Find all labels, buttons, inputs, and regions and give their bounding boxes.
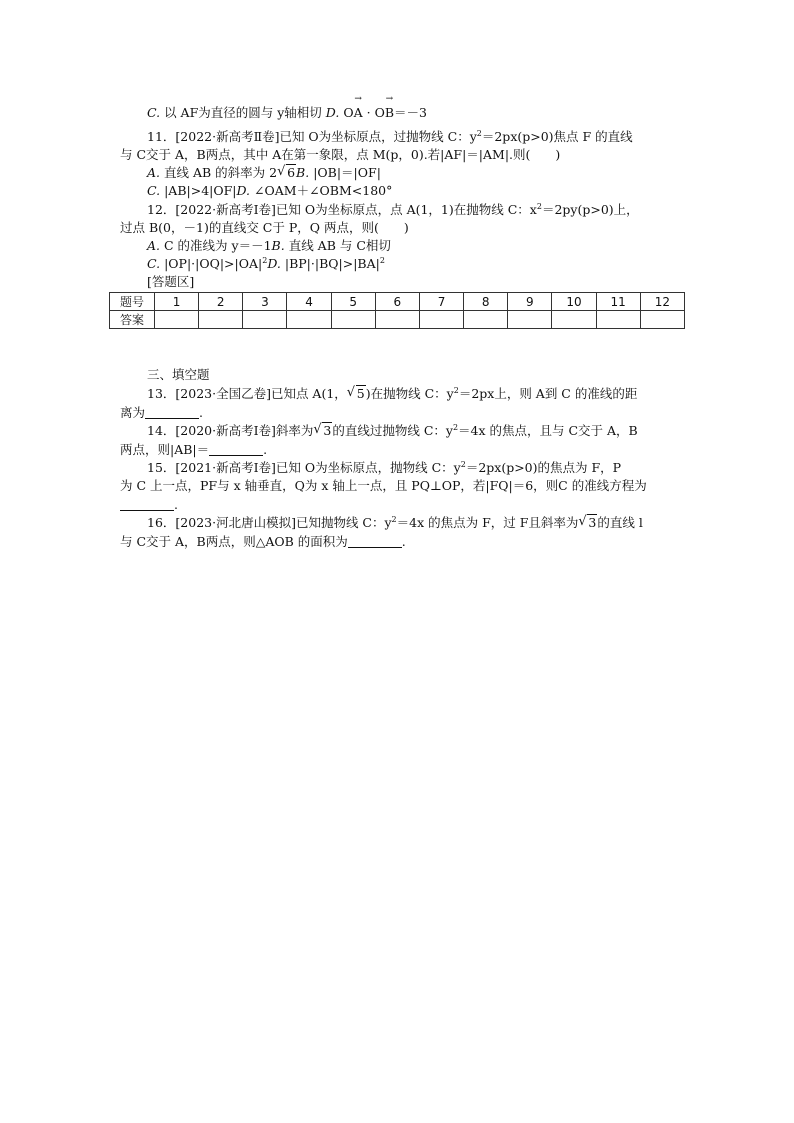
question-text: )在抛物线 C：y <box>365 386 454 401</box>
q15-line2 <box>120 477 647 495</box>
table-cell: 10 <box>552 293 596 311</box>
question-text: ＝2py(p>0)上， <box>541 202 639 217</box>
superscript: 2 <box>391 515 397 524</box>
answer-cell[interactable] <box>508 311 552 329</box>
table-cell: 8 <box>464 293 508 311</box>
q16-line2 <box>120 533 406 551</box>
q11-stem-line1 <box>147 128 633 146</box>
answer-blank[interactable] <box>120 498 174 511</box>
radical-sign: √ <box>313 422 322 437</box>
answer-cell[interactable] <box>596 311 640 329</box>
period: . <box>199 405 203 420</box>
question-text: 的直线过抛物线 C：y <box>332 423 453 438</box>
question-text: 14．[2020·新高考Ⅰ卷]斜率为 <box>147 423 314 438</box>
table-cell: 1 <box>155 293 199 311</box>
question-text: 两点，则|AB|＝ <box>120 442 210 457</box>
question-text: 15．[2021·新高考Ⅰ卷]已知 O为坐标原点，抛物线 C：y <box>147 460 461 475</box>
table-cell: 4 <box>287 293 331 311</box>
question-text: 12．[2022·新高考Ⅰ卷]已知 O为坐标原点，点 A(1，1)在抛物线 C：x <box>147 202 537 217</box>
answer-cell[interactable] <box>331 311 375 329</box>
option-label: D. <box>236 183 251 198</box>
question-text: ＝4x 的焦点为 F，过 F且斜率为 <box>396 515 579 530</box>
superscript: 2 <box>379 256 385 265</box>
section-title <box>147 366 210 384</box>
option-label: C. <box>147 105 161 120</box>
q12-stem-line2 <box>120 219 409 237</box>
period: . <box>174 497 178 512</box>
q12-stem-line1 <box>147 201 639 219</box>
answer-cell[interactable] <box>287 311 331 329</box>
answer-cell[interactable] <box>375 311 419 329</box>
q15-line3 <box>120 496 178 514</box>
q15-line1 <box>147 459 621 477</box>
q12-options-cd <box>147 255 385 273</box>
answer-blank[interactable] <box>209 443 263 456</box>
option-text: |OB|＝|OF| <box>313 165 381 180</box>
superscript: 2 <box>453 386 459 395</box>
superscript: 2 <box>536 202 542 211</box>
q14-line2 <box>120 441 267 459</box>
q11-options-cd <box>147 182 392 200</box>
answer-cell[interactable] <box>243 311 287 329</box>
math-text: 6 <box>287 165 296 180</box>
option-text: |OP|·|OQ|>|OA| <box>164 256 263 271</box>
superscript: 2 <box>476 129 482 138</box>
answer-cell[interactable] <box>155 311 199 329</box>
option-text: C 的准线为 y＝－1 <box>164 238 272 253</box>
period: . <box>401 534 406 549</box>
q14-line1 <box>147 422 638 440</box>
question-text: ＝2px(p>0)的焦点为 F，P <box>465 460 622 475</box>
answer-cell[interactable] <box>552 311 596 329</box>
option-text: 直线 AB 的斜率为 2 <box>164 165 278 180</box>
table-header-cell: 题号 <box>110 293 155 311</box>
superscript: 2 <box>452 423 459 432</box>
option-text: 以 AF为直径的圆与 y轴相切 <box>164 105 322 120</box>
q10-options-cd <box>147 94 427 122</box>
q11-stem-line2 <box>120 146 560 164</box>
radical-sign: √ <box>578 514 587 529</box>
option-text: |BP|·|BQ|>|BA| <box>284 256 380 271</box>
math-text: A <box>353 105 363 120</box>
question-text: 与 C交于 A，B两点，其中 A在第一象限，点 M(p，0).若|AF|＝|AM|.则( ) <box>120 147 561 162</box>
sqrt-expression <box>347 385 366 403</box>
q13-line1 <box>147 385 637 403</box>
math-text: · <box>366 105 371 120</box>
vector-oa <box>353 94 363 122</box>
answer-area-label <box>147 273 194 291</box>
option-label: A. <box>147 238 161 253</box>
question-text: 过点 B(0，－1)的直线交 C于 P，Q 两点，则( ) <box>120 220 409 235</box>
math-text: B <box>384 105 394 120</box>
question-text: 的直线 l <box>597 515 643 530</box>
option-text: 直线 AB 与 C相切 <box>288 238 391 253</box>
option-text: |AB|>4|OF| <box>164 183 237 198</box>
sqrt-expression <box>578 514 597 532</box>
question-text: ＝2px(p>0)焦点 F 的直线 <box>481 129 633 144</box>
math-text: O <box>374 105 385 120</box>
math-text: 5 <box>356 386 365 401</box>
superscript: 2 <box>262 256 268 265</box>
table-cell: 11 <box>596 293 640 311</box>
q16-line1 <box>147 514 643 532</box>
q12-options-ab <box>147 237 391 255</box>
superscript: 2 <box>460 460 466 469</box>
question-text: ＝2px上，则 A到 C 的准线的距 <box>458 386 638 401</box>
q13-line2 <box>120 404 203 422</box>
answer-blank[interactable] <box>348 535 402 548</box>
question-text: ＝4x 的焦点，且与 C交于 A，B <box>458 423 638 438</box>
table-cell: 6 <box>375 293 419 311</box>
math-text: O <box>343 105 354 120</box>
table-cell: 2 <box>199 293 243 311</box>
radical-sign: √ <box>346 385 356 400</box>
option-label: C. <box>147 183 161 198</box>
question-text: 离为 <box>120 405 146 420</box>
option-label: A. <box>147 165 161 180</box>
answer-cell[interactable] <box>199 311 243 329</box>
q11-options-ab <box>147 164 381 182</box>
table-cell: 12 <box>640 293 684 311</box>
answer-blank[interactable] <box>145 406 199 419</box>
option-label: D. <box>267 256 281 271</box>
radical-sign: √ <box>277 164 286 179</box>
table-header-cell: 答案 <box>110 311 155 329</box>
math-text: 3 <box>323 423 332 438</box>
table-row <box>110 311 685 329</box>
question-text: 与 C交于 A，B两点，则△AOB 的面积为 <box>120 534 348 549</box>
vector-arrow-icon: → <box>354 94 362 104</box>
answer-cell[interactable] <box>419 311 463 329</box>
answer-area-label-text: [答题区] <box>147 274 195 289</box>
vector-arrow-icon: → <box>385 94 394 104</box>
math-text: 3 <box>588 515 597 530</box>
option-label: D. <box>325 105 340 120</box>
sqrt-expression <box>313 422 332 440</box>
sqrt-expression <box>277 164 296 182</box>
question-text: 16．[2023·河北唐山模拟]已知抛物线 C：y <box>147 515 392 530</box>
math-text: ＝－3 <box>394 105 427 120</box>
section-title-text: 三、填空题 <box>147 367 210 382</box>
answer-table <box>109 292 685 329</box>
option-label: C. <box>147 256 161 271</box>
vector-ob <box>384 94 394 122</box>
period: . <box>263 442 268 457</box>
table-cell: 5 <box>331 293 375 311</box>
answer-cell[interactable] <box>464 311 508 329</box>
table-cell: 9 <box>508 293 552 311</box>
table-row <box>110 293 685 311</box>
question-text: 13．[2023·全国乙卷]已知点 A(1， <box>147 386 347 401</box>
answer-cell[interactable] <box>640 311 684 329</box>
table-cell: 7 <box>419 293 463 311</box>
option-label: B. <box>271 238 285 253</box>
option-text: ∠OAM＋∠OBM<180° <box>254 183 393 198</box>
option-label: B. <box>296 165 310 180</box>
table-cell: 3 <box>243 293 287 311</box>
question-text: 为 C 上一点，PF与 x 轴垂直，Q为 x 轴上一点，且 PQ⊥OP，若|FQ|＝6，则C 的准线方程为 <box>120 478 647 493</box>
question-text: 11．[2022·新高考Ⅱ卷]已知 O为坐标原点，过抛物线 C：y <box>147 129 477 144</box>
